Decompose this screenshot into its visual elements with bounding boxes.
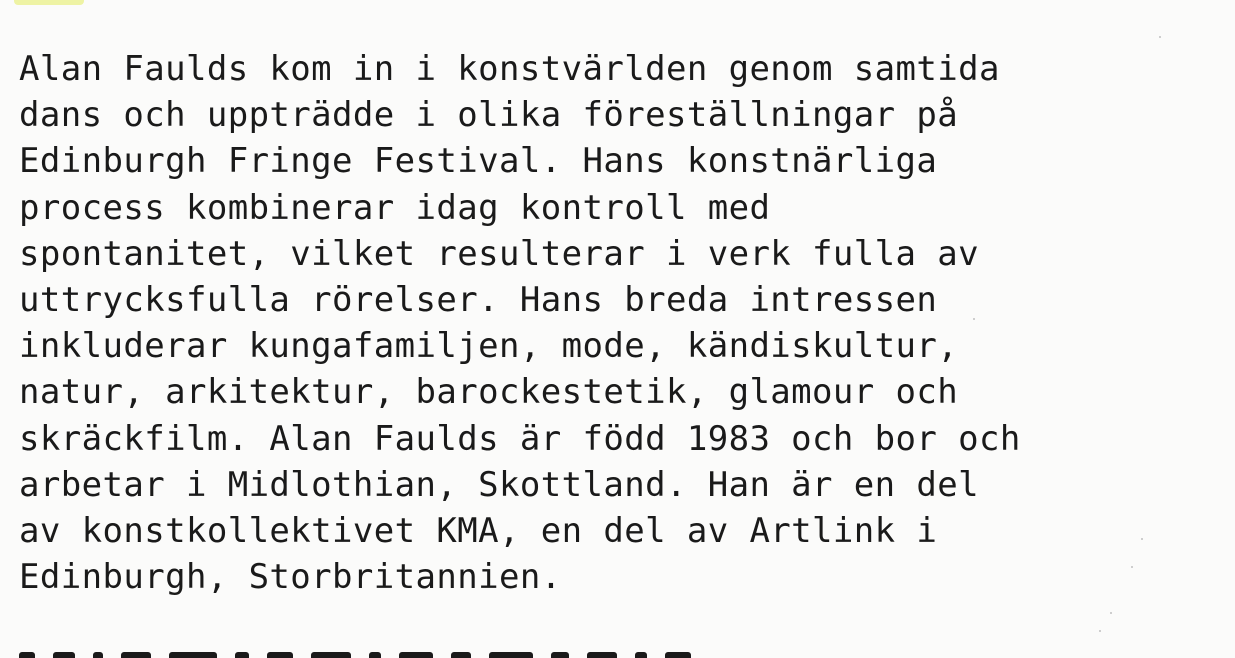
scan-speck <box>973 318 975 320</box>
paragraph-line: av konstkollektivet KMA, en del av Artlink i <box>19 511 938 552</box>
paragraph-line: arbetar i Midlothian, Skottland. Han är en del <box>19 464 980 505</box>
paragraph-line: uttrycksfulla rörelser. Hans breda intressen <box>19 280 938 321</box>
highlighter-mark <box>14 0 84 5</box>
paragraph-line: inkluderar kungafamiljen, mode, kändiskultur, <box>19 326 959 367</box>
scan-speck <box>1110 612 1112 614</box>
scan-speck <box>1099 630 1101 632</box>
paragraph-line: Edinburgh, Storbritannien. <box>19 557 562 598</box>
paragraph-line: dans och uppträdde i olika föreställningar på <box>19 95 959 136</box>
paragraph-line: natur, arkitektur, barockestetik, glamour och <box>19 372 959 413</box>
paragraph-line: process kombinerar idag kontroll med <box>19 187 771 228</box>
scan-speck <box>1131 566 1133 568</box>
scan-speck <box>1159 36 1161 38</box>
paragraph-line: Alan Faulds kom in i konstvärlden genom samtida <box>19 49 1000 89</box>
scan-speck <box>1141 538 1143 540</box>
paragraph-line: Edinburgh Fringe Festival. Hans konstnärliga <box>19 141 938 182</box>
bio-paragraph <box>19 46 1209 600</box>
paragraph-line: skräckfilm. Alan Faulds är född 1983 och bor och <box>19 418 1021 459</box>
paragraph-line: spontanitet, vilket resulterar i verk fulla av <box>19 233 980 274</box>
